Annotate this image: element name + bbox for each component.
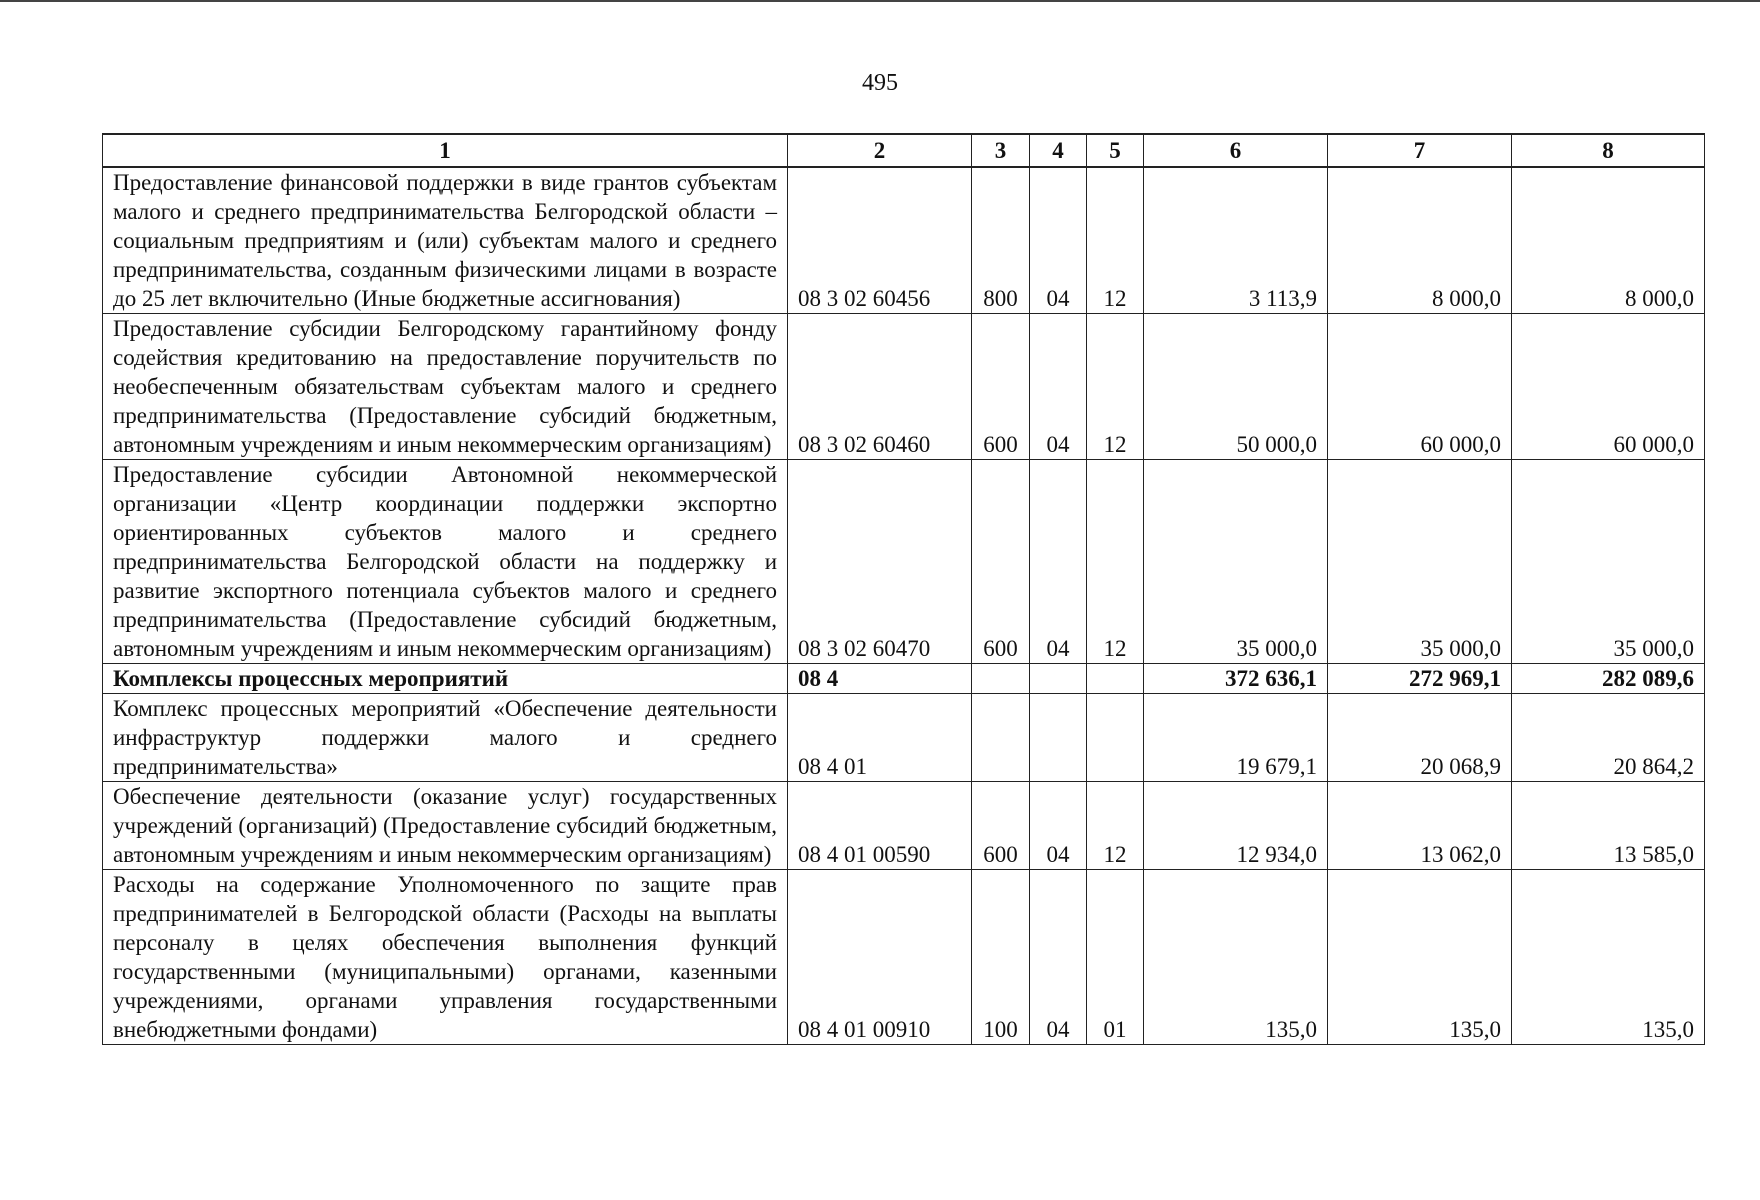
amount-col8-cell: 20 864,2 [1512, 694, 1705, 782]
section-cell: 04 [1030, 167, 1087, 314]
table-row [103, 460, 1705, 664]
expense-type-cell [972, 664, 1030, 694]
subsection-cell: 01 [1087, 870, 1144, 1045]
subsection-cell: 12 [1087, 314, 1144, 460]
amount-col8-cell: 13 585,0 [1512, 782, 1705, 870]
amount-col6-cell: 19 679,1 [1144, 694, 1328, 782]
expense-type-cell: 800 [972, 167, 1030, 314]
budget-code-cell: 08 4 01 [788, 694, 972, 782]
amount-col7-cell: 60 000,0 [1328, 314, 1512, 460]
column-header: 6 [1144, 134, 1328, 167]
section-cell: 04 [1030, 460, 1087, 664]
amount-col7-cell: 20 068,9 [1328, 694, 1512, 782]
section-cell [1030, 694, 1087, 782]
expense-type-cell [972, 694, 1030, 782]
expense-name-cell: Предоставление субсидии Белгородскому гарантийному фонду содействия кредитованию на предоставление поручительств по необеспеченным обязательствам субъектам малого и среднего предпринимательства (Предоставление субсидий бюджетным, автономным учреждениям и иным некоммерческим организациям) [103, 314, 788, 460]
column-header: 4 [1030, 134, 1087, 167]
table-header-row [103, 134, 1705, 167]
expense-type-cell: 600 [972, 782, 1030, 870]
budget-code-cell: 08 4 [788, 664, 972, 694]
budget-table [102, 133, 1705, 1045]
column-header: 7 [1328, 134, 1512, 167]
table-row [103, 167, 1705, 314]
amount-col6-cell: 12 934,0 [1144, 782, 1328, 870]
expense-name-cell: Расходы на содержание Уполномоченного по защите прав предпринимателей в Белгородской области (Расходы на выплаты персоналу в целях обеспечения выполнения функций государственными (муниципальными) органами, казенными учреждениями, органами управления государственными внебюджетными фондами) [103, 870, 788, 1045]
amount-col8-cell: 35 000,0 [1512, 460, 1705, 664]
amount-col8-cell: 135,0 [1512, 870, 1705, 1045]
expense-name-cell: Комплексы процессных мероприятий [103, 664, 788, 694]
section-cell: 04 [1030, 782, 1087, 870]
expense-type-cell: 600 [972, 460, 1030, 664]
expense-name-cell: Предоставление субсидии Автономной некоммерческой организации «Центр координации поддержки экспортно ориентированных субъектов малого и среднего предпринимательства Белгородской области на поддержку и развитие экспортного потенциала субъектов малого и среднего предпринимательства (Предоставление субсидий бюджетным, автономным учреждениям и иным некоммерческим организациям) [103, 460, 788, 664]
column-header: 3 [972, 134, 1030, 167]
amount-col8-cell: 8 000,0 [1512, 167, 1705, 314]
amount-col7-cell: 272 969,1 [1328, 664, 1512, 694]
amount-col7-cell: 35 000,0 [1328, 460, 1512, 664]
column-header: 5 [1087, 134, 1144, 167]
amount-col6-cell: 135,0 [1144, 870, 1328, 1045]
amount-col7-cell: 135,0 [1328, 870, 1512, 1045]
amount-col7-cell: 13 062,0 [1328, 782, 1512, 870]
expense-name-cell: Предоставление финансовой поддержки в виде грантов субъектам малого и среднего предпринимательства Белгородской области – социальным предприятиям и (или) субъектам малого и среднего предпринимательства, созданным физическими лицами в возрасте до 25 лет включительно (Иные бюджетные ассигнования) [103, 167, 788, 314]
column-header: 2 [788, 134, 972, 167]
expense-name-cell: Комплекс процессных мероприятий «Обеспечение деятельности инфраструктур поддержки малого и среднего предпринимательства» [103, 694, 788, 782]
table-row [103, 782, 1705, 870]
section-cell [1030, 664, 1087, 694]
amount-col6-cell: 50 000,0 [1144, 314, 1328, 460]
budget-code-cell: 08 4 01 00590 [788, 782, 972, 870]
budget-code-cell: 08 4 01 00910 [788, 870, 972, 1045]
expense-type-cell: 600 [972, 314, 1030, 460]
column-header: 8 [1512, 134, 1705, 167]
subsection-cell [1087, 694, 1144, 782]
budget-code-cell: 08 3 02 60456 [788, 167, 972, 314]
subsection-cell: 12 [1087, 460, 1144, 664]
section-cell: 04 [1030, 314, 1087, 460]
column-header: 1 [103, 134, 788, 167]
table-row [103, 694, 1705, 782]
budget-code-cell: 08 3 02 60460 [788, 314, 972, 460]
budget-code-cell: 08 3 02 60470 [788, 460, 972, 664]
amount-col6-cell: 35 000,0 [1144, 460, 1328, 664]
subsection-cell [1087, 664, 1144, 694]
page-number: 495 [862, 70, 898, 96]
section-total-row [103, 664, 1705, 694]
amount-col6-cell: 372 636,1 [1144, 664, 1328, 694]
expense-name-cell: Обеспечение деятельности (оказание услуг) государственных учреждений (организаций) (Предоставление субсидий бюджетным, автономным учреждениям и иным некоммерческим организациям) [103, 782, 788, 870]
top-border-line [0, 0, 1760, 2]
subsection-cell: 12 [1087, 782, 1144, 870]
amount-col6-cell: 3 113,9 [1144, 167, 1328, 314]
amount-col7-cell: 8 000,0 [1328, 167, 1512, 314]
amount-col8-cell: 60 000,0 [1512, 314, 1705, 460]
expense-type-cell: 100 [972, 870, 1030, 1045]
table-row [103, 314, 1705, 460]
amount-col8-cell: 282 089,6 [1512, 664, 1705, 694]
section-cell: 04 [1030, 870, 1087, 1045]
subsection-cell: 12 [1087, 167, 1144, 314]
table-row [103, 870, 1705, 1045]
